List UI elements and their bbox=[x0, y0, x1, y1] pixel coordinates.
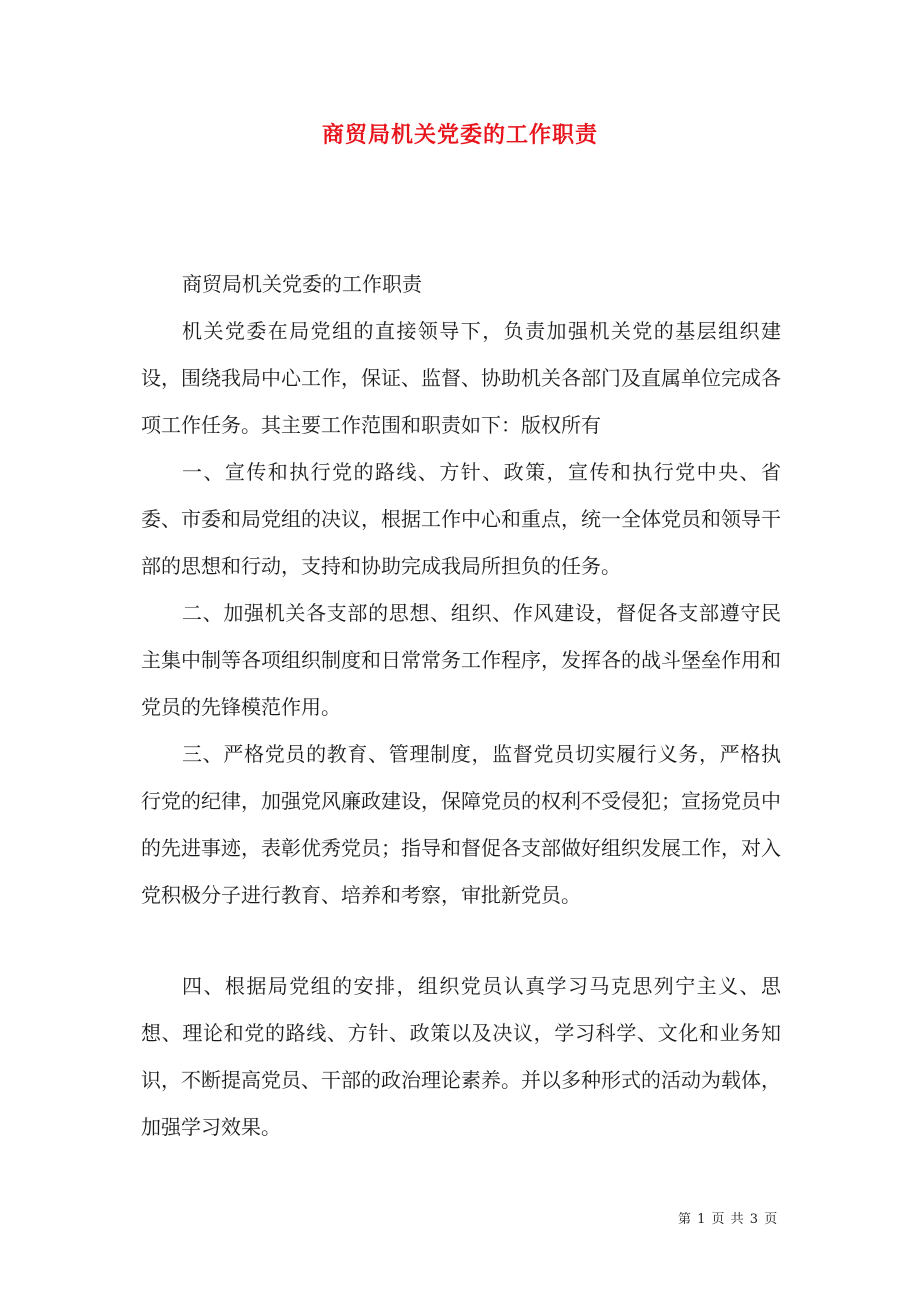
document-title: 商贸局机关党委的工作职责 bbox=[321, 122, 598, 148]
page-number-footer: 第 1 页 共 3 页 bbox=[678, 1212, 778, 1227]
paragraph-item-4: 四、根据局党组的安排，组织党员认真学习马克思列宁主义、思想、理论和党的路线、方针、政策以及决议，学习科学、文化和业务知识，不断提高党员、干部的政治理论素养。并以多种形式的活动为载体，加强学习效果。 bbox=[141, 974, 781, 1139]
paragraph-heading: 商贸局机关党委的工作职责 bbox=[182, 272, 422, 296]
paragraph-intro: 机关党委在局党组的直接领导下，负责加强机关党的基层组织建设，围绕我局中心工作，保证、监督、协助机关各部门及直属单位完成各项工作任务。其主要工作范围和职责如下：版权所有 bbox=[141, 319, 781, 437]
paragraph-item-3: 三、严格党员的教育、管理制度，监督党员切实履行义务，严格执行党的纪律，加强党风廉政建设，保障党员的权利不受侵犯；宣扬党员中的先进事迹，表彰优秀党员；指导和督促各支部做好组织发展工作，对入党积极分子进行教育、培养和考察，审批新党员。 bbox=[141, 742, 781, 907]
paragraph-item-1: 一、宣传和执行党的路线、方针、政策，宣传和执行党中央、省委、市委和局党组的决议，根据工作中心和重点，统一全体党员和领导干部的思想和行动，支持和协助完成我局所担负的任务。 bbox=[141, 460, 781, 578]
document-body bbox=[141, 261, 781, 1151]
paragraph-item-2: 二、加强机关各支部的思想、组织、作风建设，督促各支部遵守民主集中制等各项组织制度和日常常务工作程序，发挥各的战斗堡垒作用和党员的先锋模范作用。 bbox=[141, 601, 781, 719]
